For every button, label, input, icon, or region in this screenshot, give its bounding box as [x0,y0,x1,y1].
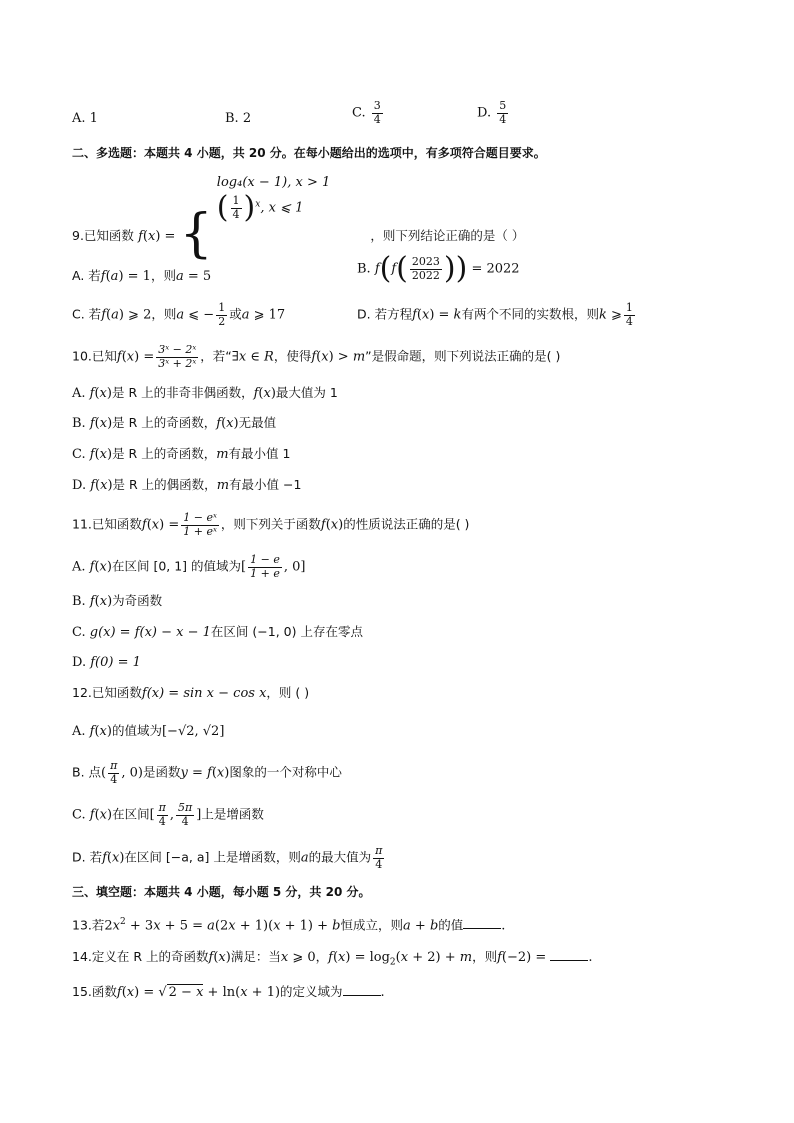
q9-tail: ，则下列结论正确的是（ ） [370,227,525,243]
q12-option-a: A. f(x)的值域为[−√2, √2] [72,723,225,739]
question-12: 12.已知函数f(x) = sin x − cos x，则 ( ) [72,685,310,701]
q9-piece-2: ( $\frac{1}{4}$ )$^x$, x ⩽ 1 [216,190,304,226]
question-15: 15.函数f(x) = √ 2 − x + ln(x + 1)的定义域为 . [72,984,385,1000]
question-14: 14.定义在 R 上的奇函数f(x)满足：当x ⩾ 0，$f(x) = \log_2(x + 2) + m$，则f(−2) = . [72,949,593,968]
q11-option-c: C. g(x) = f(x) − x − 1在区间 (−1, 0) 上存在零点 [72,624,363,640]
q11-option-d: D. f(0) = 1 [72,655,141,670]
q9-option-d: D. 若方程f(x) = k有两个不同的实数根，则k ⩾ $\frac{1}{4}$ [357,301,633,328]
q8-option-d-fraction: $\frac{5}{4}$ [499,99,507,126]
question-13: 13.若$2x^2 + 3x + 5 = a(2x + 1)(x + 1) + b$恒成立，则a + b的值 . [72,917,506,934]
q8-option-c-fraction: $\frac{3}{4}$ [373,99,381,126]
q9-lead: 9.已知函数 [72,227,134,243]
section-heading-multiple-choice: 二、多选题：本题共 4 小题，共 20 分。在每小题给出的选项中，有多项符合题目要求。 [72,146,546,160]
q12-option-d: D. 若f(x)在区间 [−a, a] 上是增函数，则a的最大值为 $\frac{\pi}{4}$ [72,844,383,871]
q8-option-c [352,100,385,126]
q9-piece-1: log₄(x − 1), x > 1 [216,175,331,190]
section-heading-fill-in: 三、填空题：本题共 4 小题，每小题 5 分，共 20 分。 [72,885,371,899]
q9-brace: { [179,204,213,264]
q12-option-c: C. f(x)在区间[ $\frac{\pi}{4}$ , $\frac{5\pi}{4}$ ]上是增函数 [72,801,264,828]
q9-option-a: A. 若f(a) = 1，则a = 5 [72,268,212,284]
q8-option-d-label: D. [477,105,492,121]
q10-option-d: D. f(x)是 R 上的偶函数，m有最小值 −1 [72,477,302,493]
q10-option-c: C. f(x)是 R 上的奇函数，m有最小值 1 [72,446,291,462]
q15-answer-blank[interactable] [343,985,381,996]
q14-answer-blank[interactable] [550,950,588,961]
q8-option-a: A. 1 [72,111,98,126]
q10-fraction: $\frac{\text{3ˣ − 2ˣ}}{\text{3ˣ + 2ˣ}}$ [158,343,197,370]
q9-pieces [216,175,331,226]
q9-func-name: f [138,228,143,244]
q10-option-b: B. f(x)是 R 上的奇函数，f(x)无最值 [72,415,277,431]
q11-option-a: A. f(x)在区间 [0, 1] 的值域为[ $\frac{1 - e}{1 + e}$ , 0] [72,553,306,580]
q13-answer-blank[interactable] [463,918,501,929]
question-11: 11.已知函数f(x) = $\frac{\text{1 − eˣ}}{\text{1 + eˣ}}$ ，则下列关于函数f(x)的性质说法正确的是( ) [72,511,470,538]
q11-fraction: $\frac{\text{1 − eˣ}}{\text{1 + eˣ}}$ [183,511,217,538]
q8-option-c-label: C. [352,105,366,121]
q9-option-c: C. 若f(a) ⩾ 2，则a ⩽ − $\frac{1}{2}$ 或a ⩾ 17 [72,301,286,328]
question-9: 9.已知函数 f(x) = { log₄(x − 1), x > 1 ( $\frac{1}{4}$ )$^x$, x ⩽ 1 ，则下列结论正确的是（ ） [72,175,525,264]
q8-option-b: B. 2 [225,111,252,126]
q11-option-b: B. f(x)为奇函数 [72,593,163,609]
q12-option-b: B. 点( $\frac{\pi}{4}$ , 0)是函数y = f(x)图象的一个对称中心 [72,759,342,786]
question-10: 10.已知f(x) = $\frac{\text{3ˣ − 2ˣ}}{\text{3ˣ + 2ˣ}}$ ，若“∃x ∈ R，使得f(x) > m”是假命题，则下列说法正确的是( ) [72,343,561,370]
q8-option-d [477,100,510,126]
q9-option-b: B. f(f( $\frac{2023}{2022}$ )) = 2022 [357,251,520,287]
q10-option-a: A. f(x)是 R 上的非奇非偶函数，f(x)最大值为 1 [72,385,338,401]
